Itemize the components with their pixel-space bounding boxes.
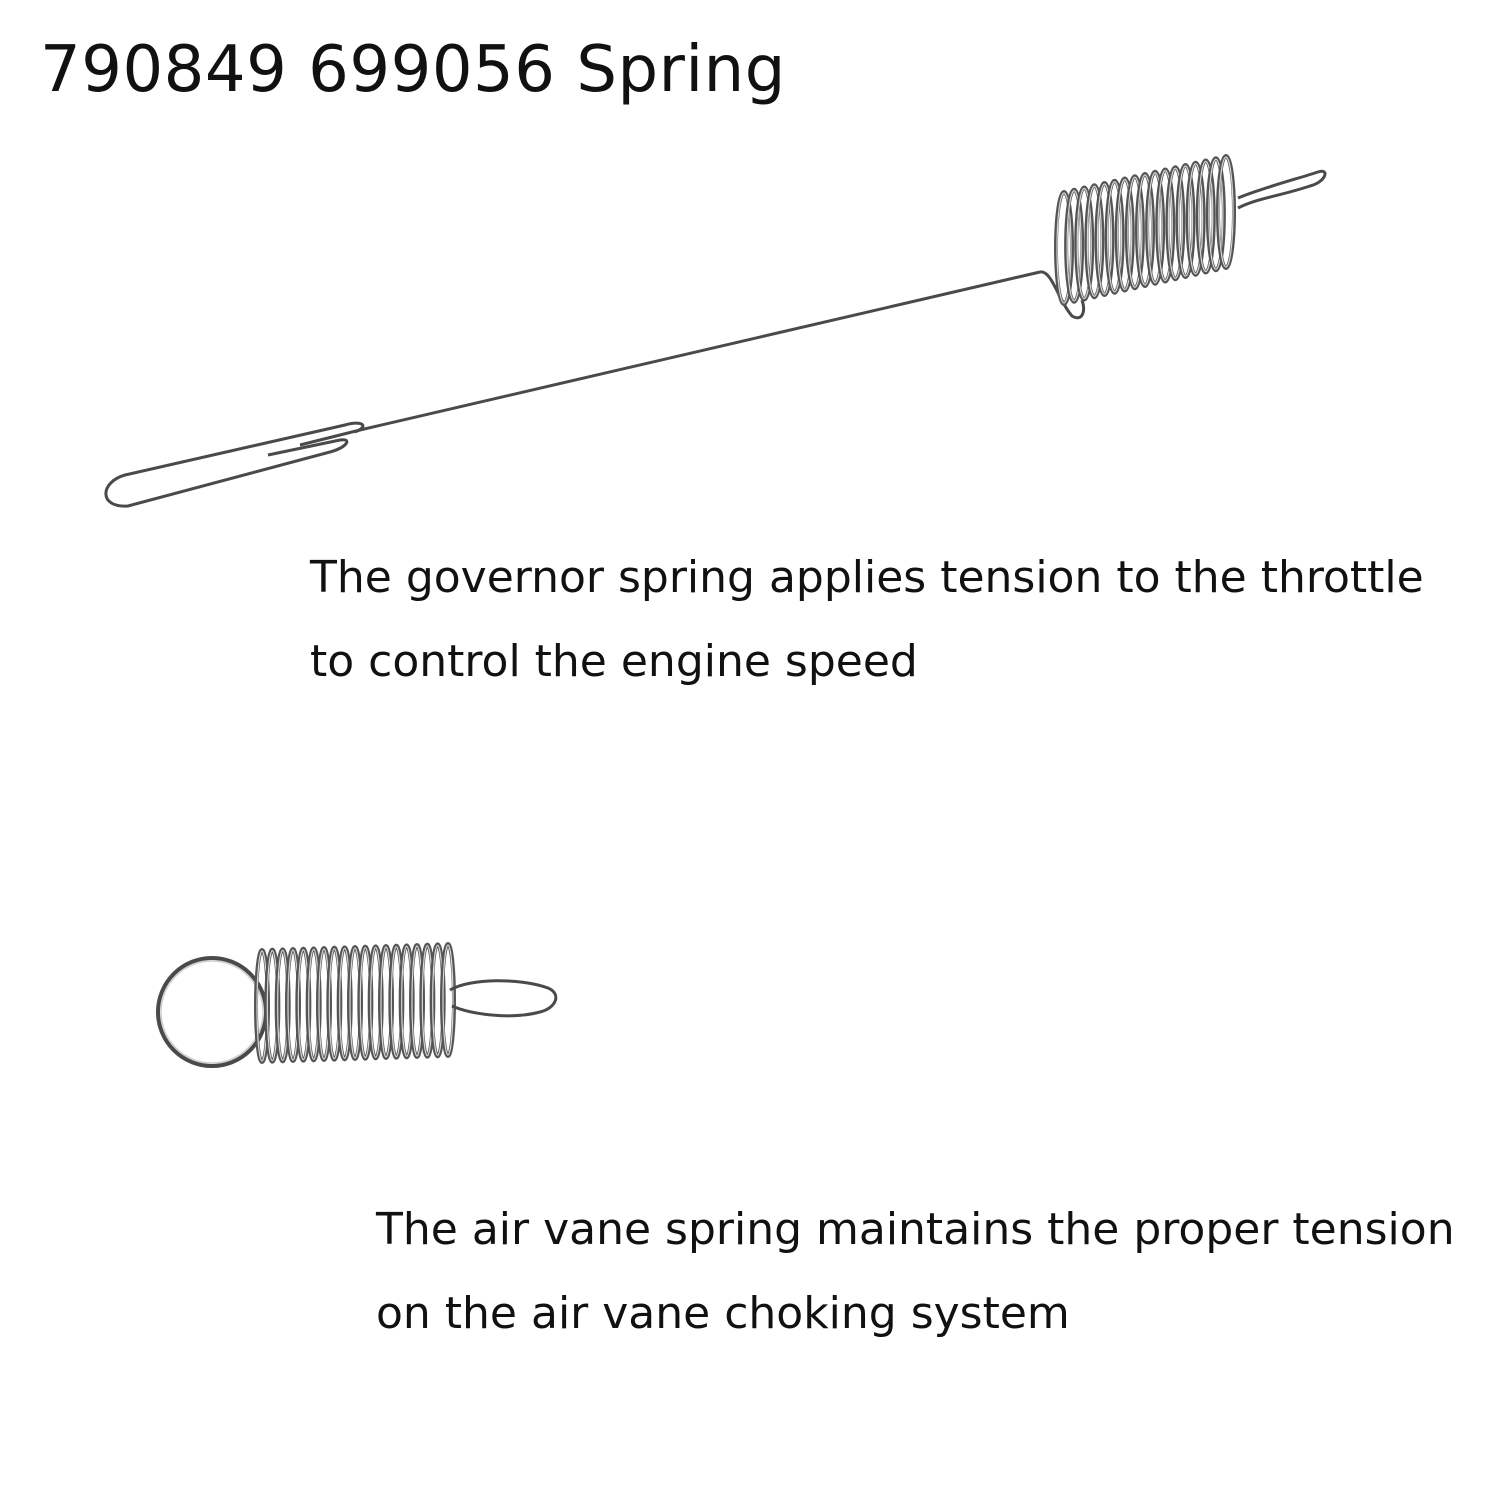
air-vane-spring-end-loop — [450, 981, 556, 1016]
air-vane-spring-ring — [158, 958, 266, 1066]
governor-spring-rod — [300, 272, 1040, 445]
governor-caption-line-2: to control the engine speed — [310, 636, 918, 687]
air-vane-caption-line-1: The air vane spring maintains the proper tension — [376, 1204, 1455, 1255]
air-vane-caption-line-2: on the air vane choking system — [376, 1288, 1070, 1339]
governor-spring-caption — [310, 536, 1424, 704]
air-vane-spring-caption — [376, 1188, 1455, 1356]
air-vane-coil-turn — [442, 944, 454, 1056]
governor-coil-turn-highlight — [1219, 157, 1233, 267]
governor-caption-line-1: The governor spring applies tension to the throttle — [310, 552, 1424, 603]
governor-spring-coil — [1056, 156, 1234, 304]
product-title: 790849 699056 Spring — [40, 33, 786, 107]
governor-spring-image — [106, 156, 1325, 506]
governor-spring-end-loop — [1238, 171, 1325, 208]
air-vane-spring-coil — [256, 944, 454, 1062]
governor-spring-hook — [106, 423, 363, 506]
air-vane-spring-image — [158, 944, 556, 1066]
governor-coil-turn — [1218, 156, 1234, 268]
